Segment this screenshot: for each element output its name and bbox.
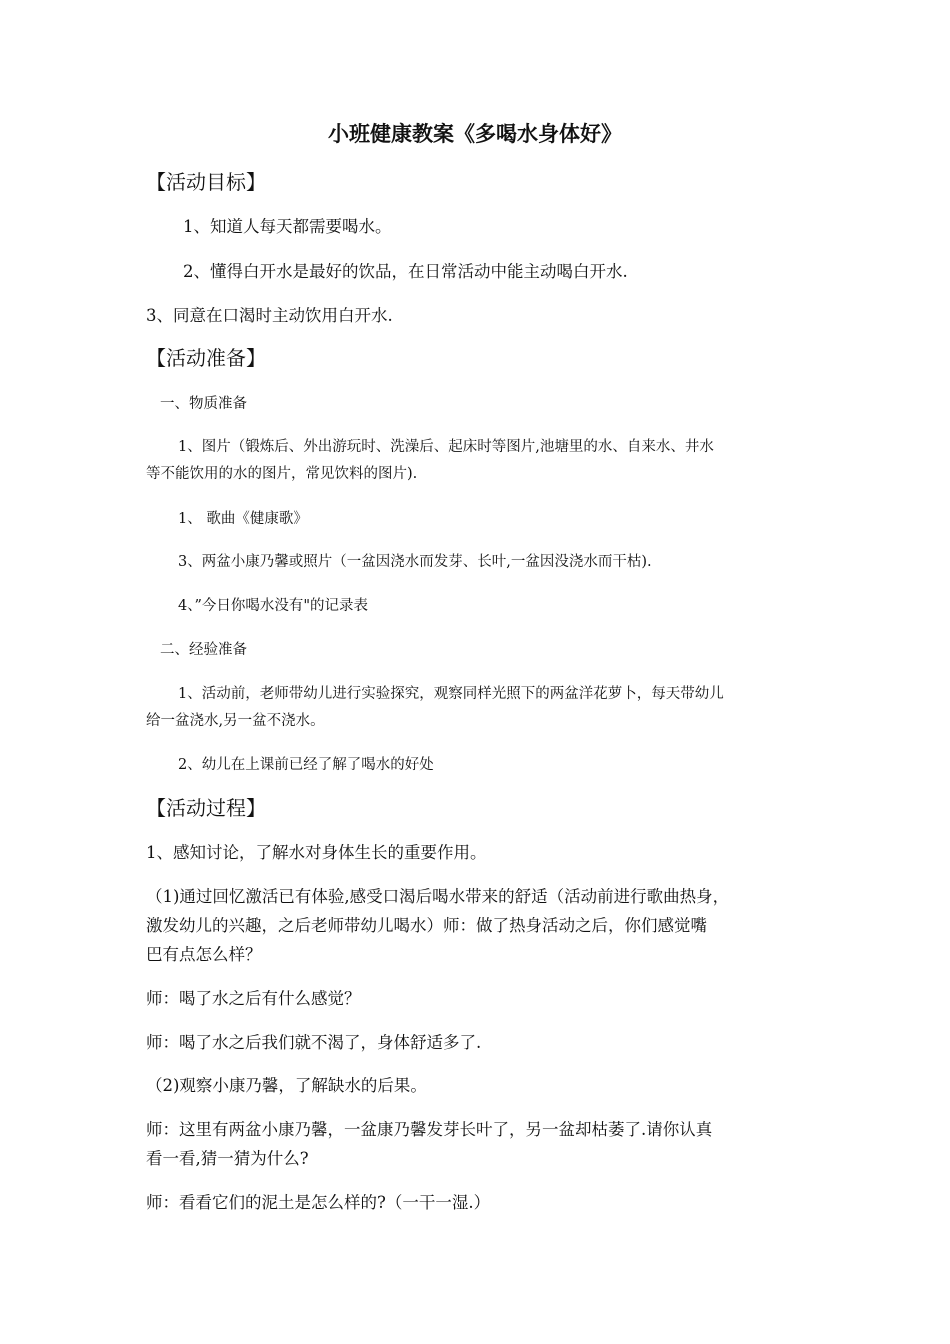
experience-prep-heading: 二、经验准备	[160, 642, 247, 658]
process-paragraph-1: 1、感知讨论，了解水对身体生长的重要作用。	[146, 843, 487, 862]
material-item-1-line-1: 1、图片（锻炼后、外出游玩时、洗澡后、起床时等图片,池塘里的水、自来水、井水	[178, 439, 714, 455]
material-item-2: 1、 歌曲《健康歌》	[178, 511, 308, 527]
material-item-3: 3、两盆小康乃馨或照片（一盆因浇水而发芽、长叶,一盆因没浇水而干枯).	[178, 554, 652, 570]
document-title: 小班健康教案《多喝水身体好》	[328, 122, 622, 146]
process-paragraph-2-line-3: 巴有点怎么样？	[146, 945, 262, 964]
material-item-4: 4、”今日你喝水没有"的记录表	[178, 598, 369, 614]
goal-item-1: 1、知道人每天都需要喝水。	[183, 217, 392, 236]
goal-item-2: 2、懂得白开水是最好的饮品，在日常活动中能主动喝白开水.	[183, 262, 628, 281]
process-paragraph-2-line-2: 激发幼儿的兴趣，之后老师带幼儿喝水）师：做了热身活动之后，你们感觉嘴	[146, 916, 707, 935]
experience-item-1-line-1: 1、活动前，老师带幼儿进行实验探究，观察同样光照下的两盆洋花萝卜，每天带幼儿	[178, 686, 724, 702]
material-prep-heading: 一、物质准备	[160, 396, 247, 412]
process-paragraph-5: （2)观察小康乃馨，了解缺水的后果。	[146, 1076, 427, 1095]
section-heading-goals: 【活动目标】	[146, 170, 266, 194]
goal-item-3: 3、同意在口渴时主动饮用白开水.	[146, 306, 393, 325]
material-item-1-line-2: 等不能饮用的水的图片，常见饮料的图片).	[146, 466, 418, 482]
process-paragraph-2-line-1: （1)通过回忆激活已有体验,感受口渴后喝水带来的舒适（活动前进行歌曲热身，	[146, 887, 730, 906]
process-paragraph-6-line-2: 看一看,猜一猜为什么?	[146, 1149, 309, 1168]
process-paragraph-4: 师：喝了水之后我们就不渴了，身体舒适多了.	[146, 1033, 482, 1052]
process-paragraph-6-line-1: 师：这里有两盆小康乃馨，一盆康乃馨发芽长叶了，另一盆却枯萎了.请你认真	[146, 1120, 713, 1139]
experience-item-1-line-2: 给一盆浇水,另一盆不浇水。	[146, 713, 325, 729]
process-paragraph-7: 师：看看它们的泥土是怎么样的?（一干一湿.）	[146, 1193, 491, 1212]
section-heading-process: 【活动过程】	[146, 796, 266, 820]
process-paragraph-3: 师：喝了水之后有什么感觉？	[146, 989, 361, 1008]
section-heading-prep: 【活动准备】	[146, 346, 266, 370]
experience-item-2: 2、幼儿在上课前已经了解了喝水的好处	[178, 757, 434, 773]
